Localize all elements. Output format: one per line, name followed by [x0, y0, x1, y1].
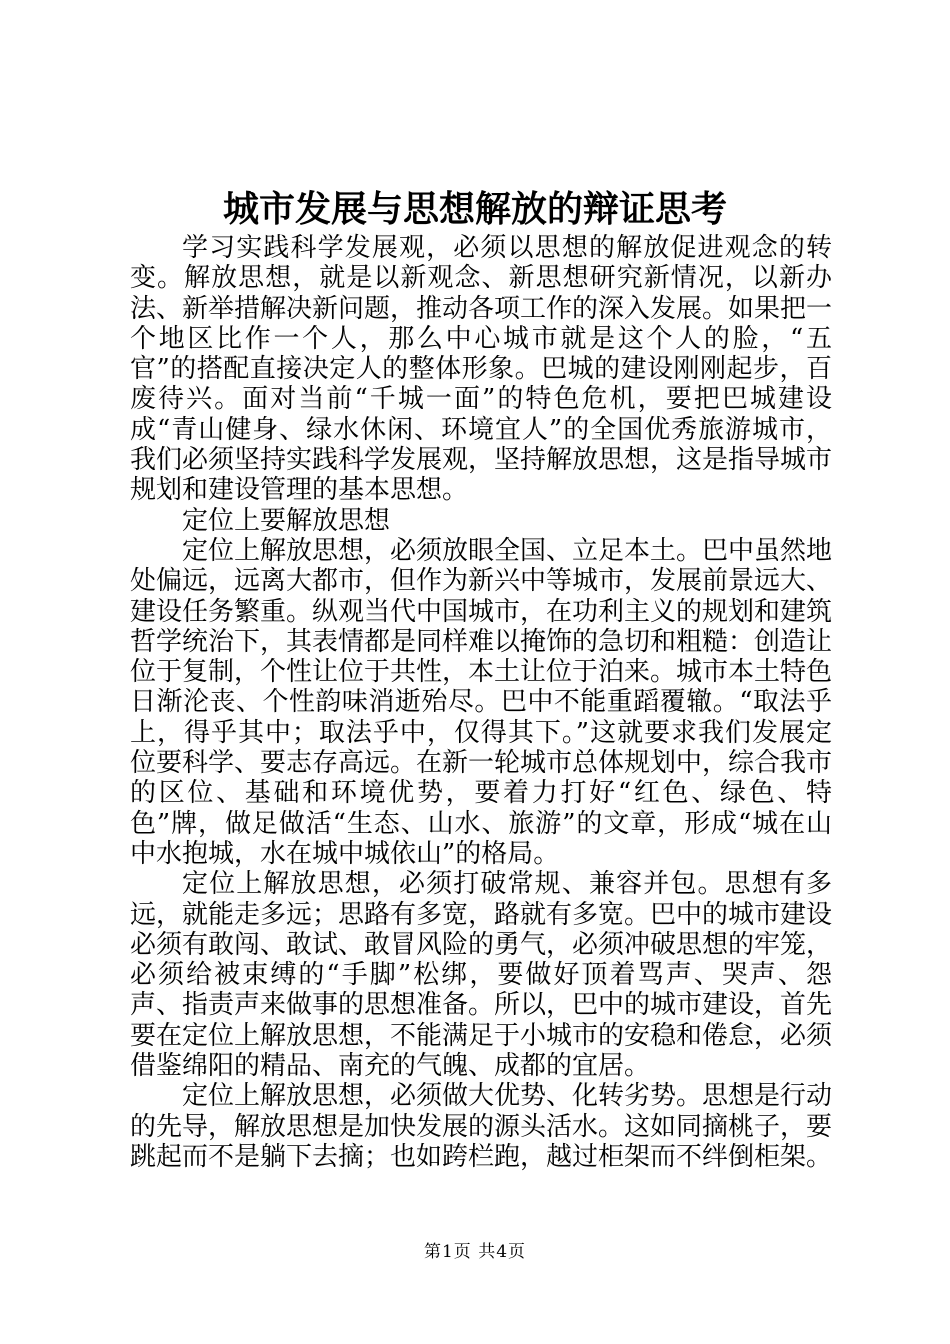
paragraph-positioning-3: 定位上解放思想，必须做大优势、化转劣势。思想是行动的先导，解放思想是加快发展的源头活水。这如同摘桃子，要跳起而不是躺下去摘；也如跨栏跑，越过柜架而不绊倒柜架。	[130, 1081, 833, 1172]
paragraph-positioning-1: 定位上解放思想，必须放眼全国、立足本土。巴中虽然地处偏远，远离大都市，但作为新兴中等城市，发展前景远大、建设任务繁重。纵观当代中国城市，在功利主义的规划和建筑哲学统治下，其表情都是同样难以掩饰的急切和粗糙：创造让位于复制，个性让位于共性，本土让位于泊来。城市本土特色日渐沦丧、个性韵味消逝殆尽。巴中不能重蹈覆辙。“取法乎上，得乎其中；取法乎中，仅得其下。”这就要求我们发展定位要科学、要志存高远。在新一轮城市总体规划中，综合我市的区位、基础和环境优势，要着力打好“红色、绿色、特色”牌，做足做活“生态、山水、旅游”的文章，形成“城在山中水抱城，水在城中城依山”的格局。	[130, 535, 833, 869]
paragraph-positioning-2: 定位上解放思想，必须打破常规、兼容并包。思想有多远，就能走多远；思路有多宽，路就有多宽。巴中的城市建设必须有敢闯、敢试、敢冒风险的勇气，必须冲破思想的牢笼，必须给被束缚的“手脚”松绑，要做好顶着骂声、哭声、怨声、指责声来做事的思想准备。所以，巴中的城市建设，首先要在定位上解放思想，不能满足于小城市的安稳和倦怠，必须借鉴绵阳的精品、南充的气魄、成都的宜居。	[130, 869, 833, 1082]
section-heading: 定位上要解放思想	[182, 505, 391, 536]
document-body	[130, 233, 832, 1172]
page-number-footer: 第1页 共4页	[423, 1242, 527, 1262]
paragraph-intro: 学习实践科学发展观，必须以思想的解放促进观念的转变。解放思想，就是以新观念、新思想研究新情况，以新办法、新举措解决新问题，推动各项工作的深入发展。如果把一个地区比作一个人，那么中心城市就是这个人的脸，“五官”的搭配直接决定人的整体形象。巴城的建设刚刚起步，百废待兴。面对当前“千城一面”的特色危机，要把巴城建设成“青山健身、绿水休闲、环境宜人”的全国优秀旅游城市，我们必须坚持实践科学发展观，坚持解放思想，这是指导城市规划和建设管理的基本思想。	[130, 233, 833, 506]
document-title: 城市发展与思想解放的辩证思考	[222, 188, 727, 230]
